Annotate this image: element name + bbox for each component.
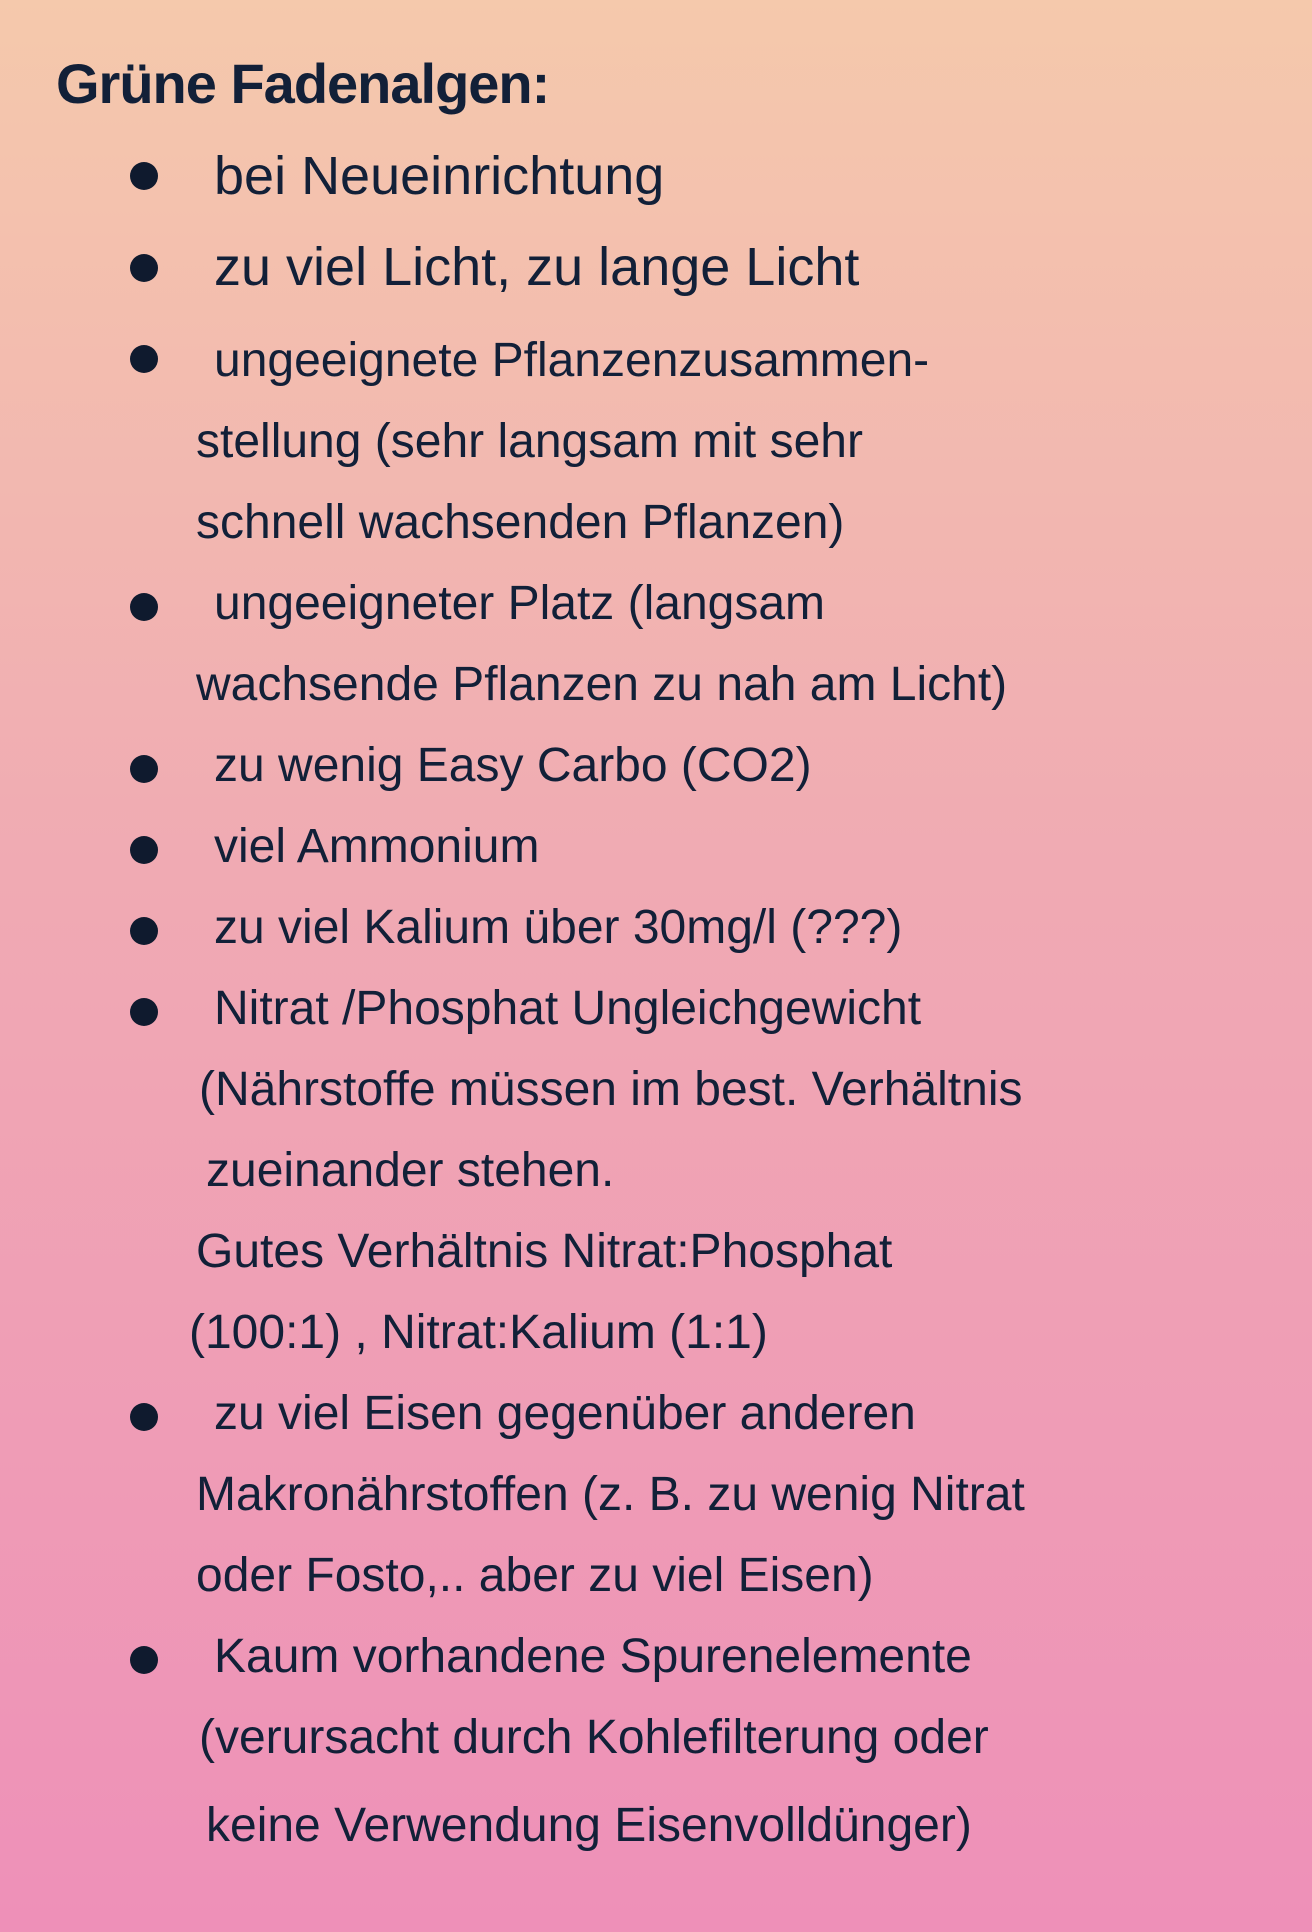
bullet-icon [130, 345, 158, 373]
list-item-text: ungeeigneter Platz (langsam [214, 577, 826, 630]
list-item-text: zu viel Kalium über 30mg/l (???) [214, 901, 903, 954]
list-item-text: wachsende Pflanzen zu nah am Licht) [196, 658, 1008, 711]
list-item-text: bei Neueinrichtung [214, 146, 665, 206]
bullet-icon [130, 254, 158, 282]
list-item-text: Kaum vorhandene Spurenelemente [214, 1630, 972, 1683]
bullet-icon [130, 162, 158, 190]
list-item-text: stellung (sehr langsam mit sehr [196, 415, 863, 468]
bullet-icon [130, 998, 158, 1026]
list-item-text: zu viel Eisen gegenüber anderen [214, 1387, 916, 1440]
bullet-icon [130, 836, 158, 864]
bullet-icon [130, 1646, 158, 1674]
list-item-text: keine Verwendung Eisenvolldünger) [206, 1799, 972, 1852]
list-item-text: Gutes Verhältnis Nitrat:Phosphat [196, 1225, 893, 1278]
list-item-text: ungeeignete Pflanzenzusammen- [214, 334, 930, 387]
list-item-text: Nitrat /Phosphat Ungleichgewicht [214, 982, 922, 1035]
bullet-icon [130, 1403, 158, 1431]
list-item-text: (Nährstoffe müssen im best. Verhältnis [199, 1063, 1023, 1116]
page-title: Grüne Fadenalgen: [56, 52, 550, 115]
list-item-text: zu viel Licht, zu lange Licht [214, 237, 860, 297]
list-item-text: schnell wachsenden Pflanzen) [196, 496, 845, 549]
bullet-icon [130, 593, 158, 621]
list-item-text: oder Fosto,.. aber zu viel Eisen) [196, 1549, 874, 1602]
list-item-text: zueinander stehen. [206, 1144, 615, 1197]
list-item-text: viel Ammonium [214, 820, 540, 873]
list-item-text: Makronährstoffen (z. B. zu wenig Nitrat [196, 1468, 1025, 1521]
list-item-text: zu wenig Easy Carbo (CO2) [214, 739, 812, 792]
bullet-icon [130, 755, 158, 783]
list-item-text: (verursacht durch Kohlefilterung oder [199, 1711, 989, 1764]
bullet-icon [130, 917, 158, 945]
list-item-text: (100:1) , Nitrat:Kalium (1:1) [189, 1306, 768, 1359]
